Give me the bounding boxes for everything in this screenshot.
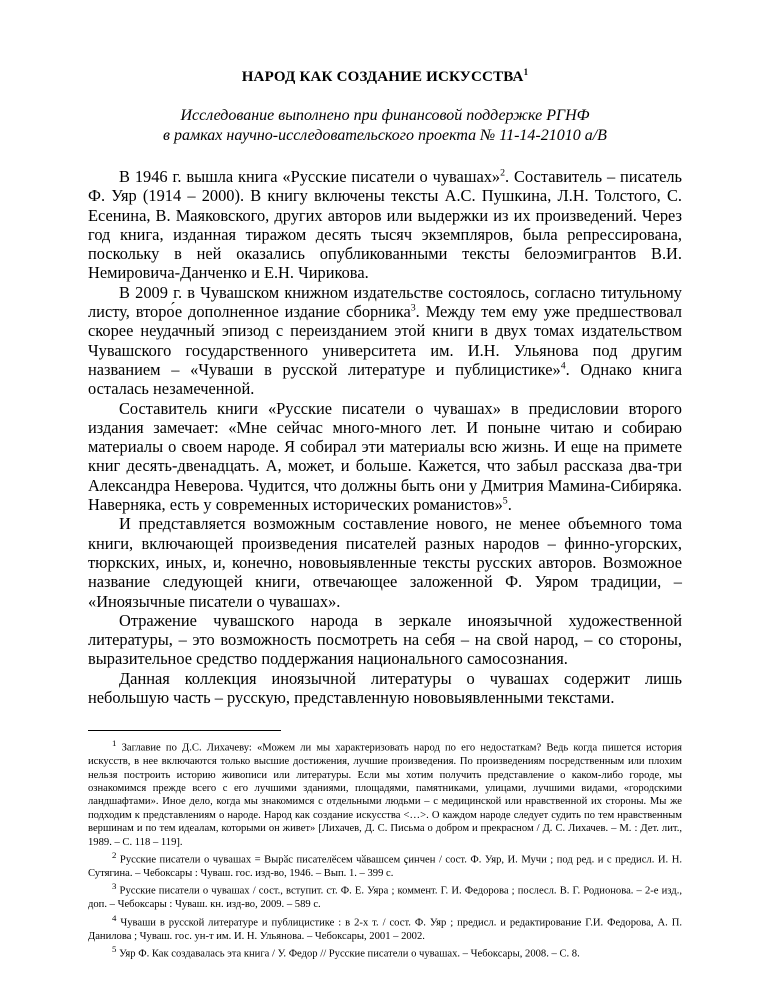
footnote-1 <box>88 737 682 849</box>
paragraph-6: Данная коллекция иноязычной литературы о чувашах содержит лишь небольшую часть – русскую, представленную нововыявленными текстами. <box>88 668 682 708</box>
main-text <box>88 167 682 707</box>
paragraph-2 <box>88 283 682 399</box>
paragraph-1 <box>88 167 682 283</box>
footnote-ref-2[interactable]: 2 <box>500 167 506 179</box>
title-text: НАРОД КАК СОЗДАНИЕ ИСКУССТВА <box>241 69 524 85</box>
footnote-separator <box>88 730 281 731</box>
paragraph-3 <box>88 399 682 515</box>
footnote-text: Русские писатели о чувашах = Вырӑс писателӗсем чӑвашсем ҫинчен / сост. Ф. Уяр, И. Мучи ; под ред. и с предисл. И. Н. Сутягина. – Чебоксары : Чуваш. гос. изд-во, 1946. – Вып. 1. – 399 с. <box>88 854 682 880</box>
footnote-ref-5[interactable]: 5 <box>502 495 508 507</box>
footnote-ref-3[interactable]: 3 <box>410 302 416 314</box>
footnote-text: Русские писатели о чувашах / сост., вступит. ст. Ф. Е. Уяра ; коммент. Г. И. Федорова ; послесл. В. Г. Родионова. – 2-е изд., доп. – Чебоксары : Чуваш. кн. изд-во, 2009. – 589 с. <box>88 885 682 911</box>
footnote-number: 3 <box>112 881 117 892</box>
footnote-text: Заглавие по Д.С. Лихачеву: «Можем ли мы характеризовать народ по его недостаткам? Ведь когда пишется история искусств, в нее включаются только высшие достижения, лучшие произведения. По произведениям посредственным или плохим нельзя построить историю живописи или литературы. Если мы хотим получить представление о каком-либо городе, мы ознакомимся прежде всего с его лучшими зданиями, площадями, памятниками, улицами, лучшими видами, «городскими ландшафтами». Иное дело, когда мы знакомимся с отдельными людьми – с медицинской или нравственной их стороны. Мы же подходим к представлениям о народе. Народ как создание искусства <…>. О каждом народе следует судить по тем нравственным вершинам и по тем идеалам, которыми он живет» [Лихачев, Д. С. Письма о добром и прекрасном / Д. С. Лихачев. – М. : Дет. лит., 1989. – С. 118 – 119]. <box>88 742 682 848</box>
paragraph-text: В 2009 г. в Чувашском книжном издательстве состоялось, согласно титульному листу, второ́е дополненное издание сборника <box>88 282 682 322</box>
footnote-ref-1[interactable]: 1 <box>523 67 529 77</box>
footnote-5 <box>88 943 682 961</box>
grant-line-2: в рамках научно-исследовательского проекта № 11-14-21010 а/В <box>163 127 607 144</box>
footnote-number: 1 <box>112 738 117 749</box>
footnote-number: 5 <box>112 944 117 955</box>
paragraph-text: . Составитель – писатель Ф. Уяр (1914 – 2000). В книгу включены тексты А.С. Пушкина, Л.Н. Толстого, С. Есенина, В. Маяковского, других авторов или выдержки из их произведений. Через год книга, изданная тиражом десять тысяч экземпляров, была репрессирована, поскольку в ней оказались опубликованными тексты белоэмигрантов В.И. Немировича-Данченко и Е.Н. Чирикова. <box>88 167 682 283</box>
footnote-number: 2 <box>112 850 117 861</box>
grant-line-1: Исследование выполнено при финансовой поддержке РГНФ <box>180 107 590 124</box>
paragraph-text: Составитель книги «Русские писатели о чувашах» в предисловии второго издания замечает: «Мне сейчас много-много лет. И поныне читаю и собираю материалы о своем народе. Я собирал эти материалы всю жизнь. И еще на примете книг десять-двенадцать. А, может, и больше. Кажется, что забыл рассказа два-три Александра Неверова. Чудится, что должны быть они у Дмитрия Мамина-Сибиряка. Наверняка, есть у современных исторических романистов» <box>88 398 682 515</box>
footnote-3 <box>88 880 682 911</box>
footnote-ref-4[interactable]: 4 <box>560 360 566 372</box>
footnote-number: 4 <box>112 912 117 923</box>
paragraph-5: Отражение чувашского народа в зеркале иноязычной художественной литературы, – это возможность посмотреть на себя – на свой народ, – со стороны, выразительное средство поддержания национального самосознания. <box>88 610 682 669</box>
footnote-text: Уяр Ф. Как создавалась эта книга / У. Федор // Русские писатели о чувашах. – Чебоксары, 2008. – С. 8. <box>116 948 580 960</box>
paragraph-4: И представляется возможным составление нового, не менее объемного тома книги, включающей произведения писателей разных народов – финно-угорских, тюркских, иных, и, конечно, нововыявленные тексты русских авторов. Возможное название следующей книги, отвечающее заложенной Ф. Уяром традиции, – «Иноязычные писатели о чувашах». <box>88 514 682 611</box>
grant-acknowledgement <box>88 106 682 146</box>
paragraph-text: . Между тем ему уже предшествовал скорее неудачный эпизод с переизданием этой книги в двух томах издательством Чувашского государственного университета им. И.Н. Ульянова под другим названием – «Чуваши в русской литературе и публицистике» <box>88 302 682 379</box>
document-title <box>88 0 682 86</box>
footnote-2 <box>88 849 682 880</box>
paragraph-text: . Однако книга осталась незамеченной. <box>88 359 682 399</box>
paragraph-text: . <box>507 495 512 515</box>
footnotes <box>88 737 682 961</box>
footnote-text: Чуваши в русской литературе и публицистике : в 2-х т. / сост. Ф. Уяр ; предисл. и редактирование Г.И. Федорова, А. П. Данилова ; Чуваш. гос. ун-т им. И. Н. Ульянова. – Чебоксары, 2001 – 2002. <box>88 917 682 942</box>
paragraph-text: В 1946 г. вышла книга «Русские писатели о чувашах» <box>119 167 501 186</box>
footnote-4 <box>88 912 682 943</box>
